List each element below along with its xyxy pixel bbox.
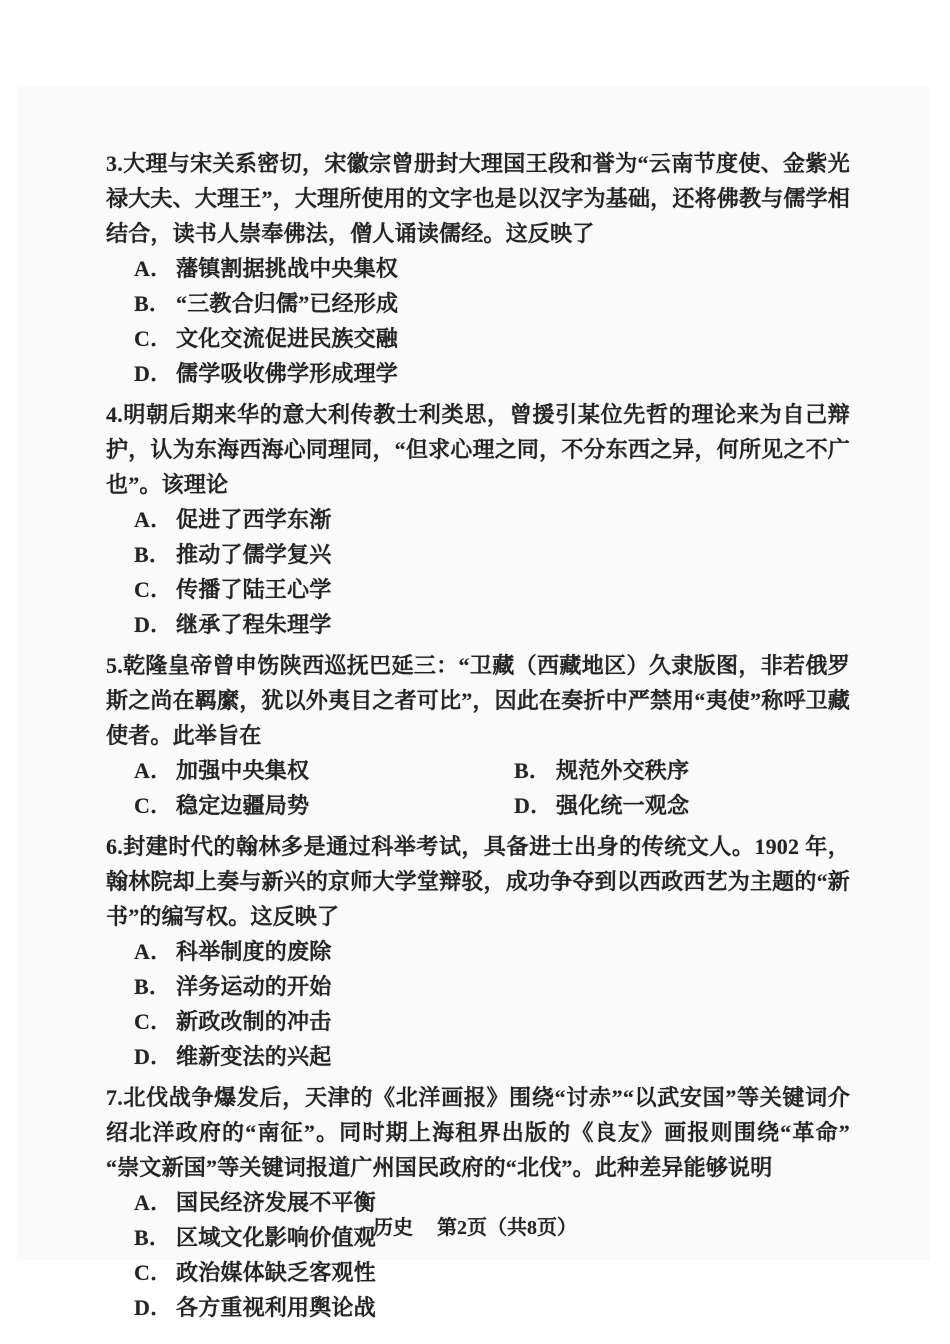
question-5-stem: 5.乾隆皇帝曾申饬陕西巡抚巴延三：“卫藏（西藏地区）久隶版图，非若俄罗斯之尚在羁縻，犹以外夷目之者可比”，因此在奏折中严禁用“夷使”称呼卫藏使者。此举旨在 xyxy=(106,653,851,748)
option-row xyxy=(134,753,514,788)
option-text: 推动了儒学复兴 xyxy=(176,542,332,567)
question-5-options xyxy=(0,753,950,823)
option-label: D． xyxy=(134,1044,173,1069)
option-row xyxy=(134,1255,852,1290)
question-6-stem: 6.封建时代的翰林多是通过科举考试，具备进士出身的传统文人。1902 年，翰林院却上奏与新兴的京师大学堂辩驳，成功争夺到以西政西艺为主题的“新书”的编写权。这反映了 xyxy=(106,834,850,929)
question-4-stem: 4.明朝后期来华的意大利传教士利类思，曾援引某位先哲的理论来为自己辩护，认为东海西海心同理同，“但求心理之同，不分东西之异，何所见之不广也”。该理论 xyxy=(106,402,850,497)
option-row xyxy=(134,537,852,572)
option-label: B． xyxy=(134,974,172,999)
option-label: A． xyxy=(134,507,173,532)
option-label: A． xyxy=(134,939,173,964)
option-label: A． xyxy=(134,758,173,783)
option-row xyxy=(134,788,514,823)
option-row xyxy=(514,788,852,823)
option-row xyxy=(134,1290,852,1325)
option-text: 促进了西学东渐 xyxy=(176,507,332,532)
option-text: 儒学吸收佛学形成理学 xyxy=(176,361,399,386)
option-text: 维新变法的兴起 xyxy=(176,1044,332,1069)
question-3-options xyxy=(0,251,950,391)
option-row xyxy=(134,502,852,537)
option-row xyxy=(134,1004,852,1039)
option-row xyxy=(134,356,852,391)
option-text: 区域文化影响价值观 xyxy=(176,1225,376,1250)
option-label: C． xyxy=(134,1260,173,1285)
footer-page-number: 第2页（共8页） xyxy=(437,1217,577,1239)
option-label: A． xyxy=(134,256,173,281)
option-row xyxy=(134,251,852,286)
option-label: C． xyxy=(134,1009,173,1034)
option-text: 各方重视利用舆论战 xyxy=(176,1295,376,1320)
option-label: C． xyxy=(134,577,173,602)
option-text: 藩镇割据挑战中央集权 xyxy=(176,256,399,281)
option-text: 传播了陆王心学 xyxy=(176,577,332,602)
option-row xyxy=(514,753,852,788)
option-text: 规范外交秩序 xyxy=(556,758,690,783)
question-6-options xyxy=(0,934,950,1074)
question-5 xyxy=(0,648,950,823)
option-text: 洋务运动的开始 xyxy=(176,974,332,999)
stem-segment: 道广州国民政府的“北伐”。此种差异能够说明 xyxy=(328,1155,773,1180)
question-7 xyxy=(0,1080,950,1325)
option-text: 继承了程朱理学 xyxy=(176,612,332,637)
option-label: B． xyxy=(134,542,172,567)
option-row xyxy=(134,321,852,356)
footer-subject-label: 历史 xyxy=(373,1217,413,1239)
option-text: 政治媒体缺乏客观性 xyxy=(176,1260,376,1285)
question-7-stem xyxy=(0,1080,950,1185)
option-text: 稳定边疆局势 xyxy=(176,793,310,818)
option-row xyxy=(134,286,852,321)
question-4-options xyxy=(0,502,950,642)
option-label: B． xyxy=(134,291,172,316)
stem-segment: 的“南征”。同时期上海租界出版的《良友》画报则围绕“革命” xyxy=(222,1120,850,1145)
option-label: A． xyxy=(134,1190,173,1215)
questions-area xyxy=(0,146,950,1331)
option-row xyxy=(134,607,852,642)
option-label: C． xyxy=(134,793,173,818)
option-label: B． xyxy=(514,758,552,783)
option-row xyxy=(134,1039,852,1074)
option-label: B． xyxy=(134,1225,172,1250)
option-text: 国民经济发展不平衡 xyxy=(176,1190,376,1215)
option-row xyxy=(134,934,852,969)
option-label: D． xyxy=(134,361,173,386)
question-3 xyxy=(0,146,950,391)
question-3-stem: 3.大理与宋关系密切，宋徽宗曾册封大理国王段和誉为“云南节度使、金紫光禄大夫、大理王”，大理所使用的文字也是以汉字为基础，还将佛教与儒学相结合，读书人崇奉佛法，僧人诵读儒经。这反映了 xyxy=(106,151,850,246)
question-7-options xyxy=(0,1185,950,1325)
option-text: 强化统一观念 xyxy=(556,793,690,818)
page-footer xyxy=(0,1212,950,1244)
option-text: 加强中央集权 xyxy=(176,758,310,783)
option-text: 新政改制的冲击 xyxy=(176,1009,332,1034)
option-label: D． xyxy=(134,612,173,637)
option-label: C． xyxy=(134,326,173,351)
option-label: D． xyxy=(134,1295,173,1320)
stem-segment: 7.北伐战争爆发后，天津的《北洋画报》围绕“讨赤”“以武安国” xyxy=(106,1085,737,1110)
option-row xyxy=(134,572,852,607)
option-label: D． xyxy=(514,793,553,818)
option-row xyxy=(134,969,852,1004)
stem-segment-bold: “崇文新国”等关键词报 xyxy=(106,1155,329,1180)
stem-segment-bold: 等关键词介绍北洋政府 xyxy=(106,1085,850,1145)
question-4 xyxy=(0,397,950,642)
question-6 xyxy=(0,829,950,1074)
option-text: “三教合归儒”已经形成 xyxy=(176,291,399,316)
option-text: 科举制度的废除 xyxy=(176,939,332,964)
option-text: 文化交流促进民族交融 xyxy=(176,326,399,351)
